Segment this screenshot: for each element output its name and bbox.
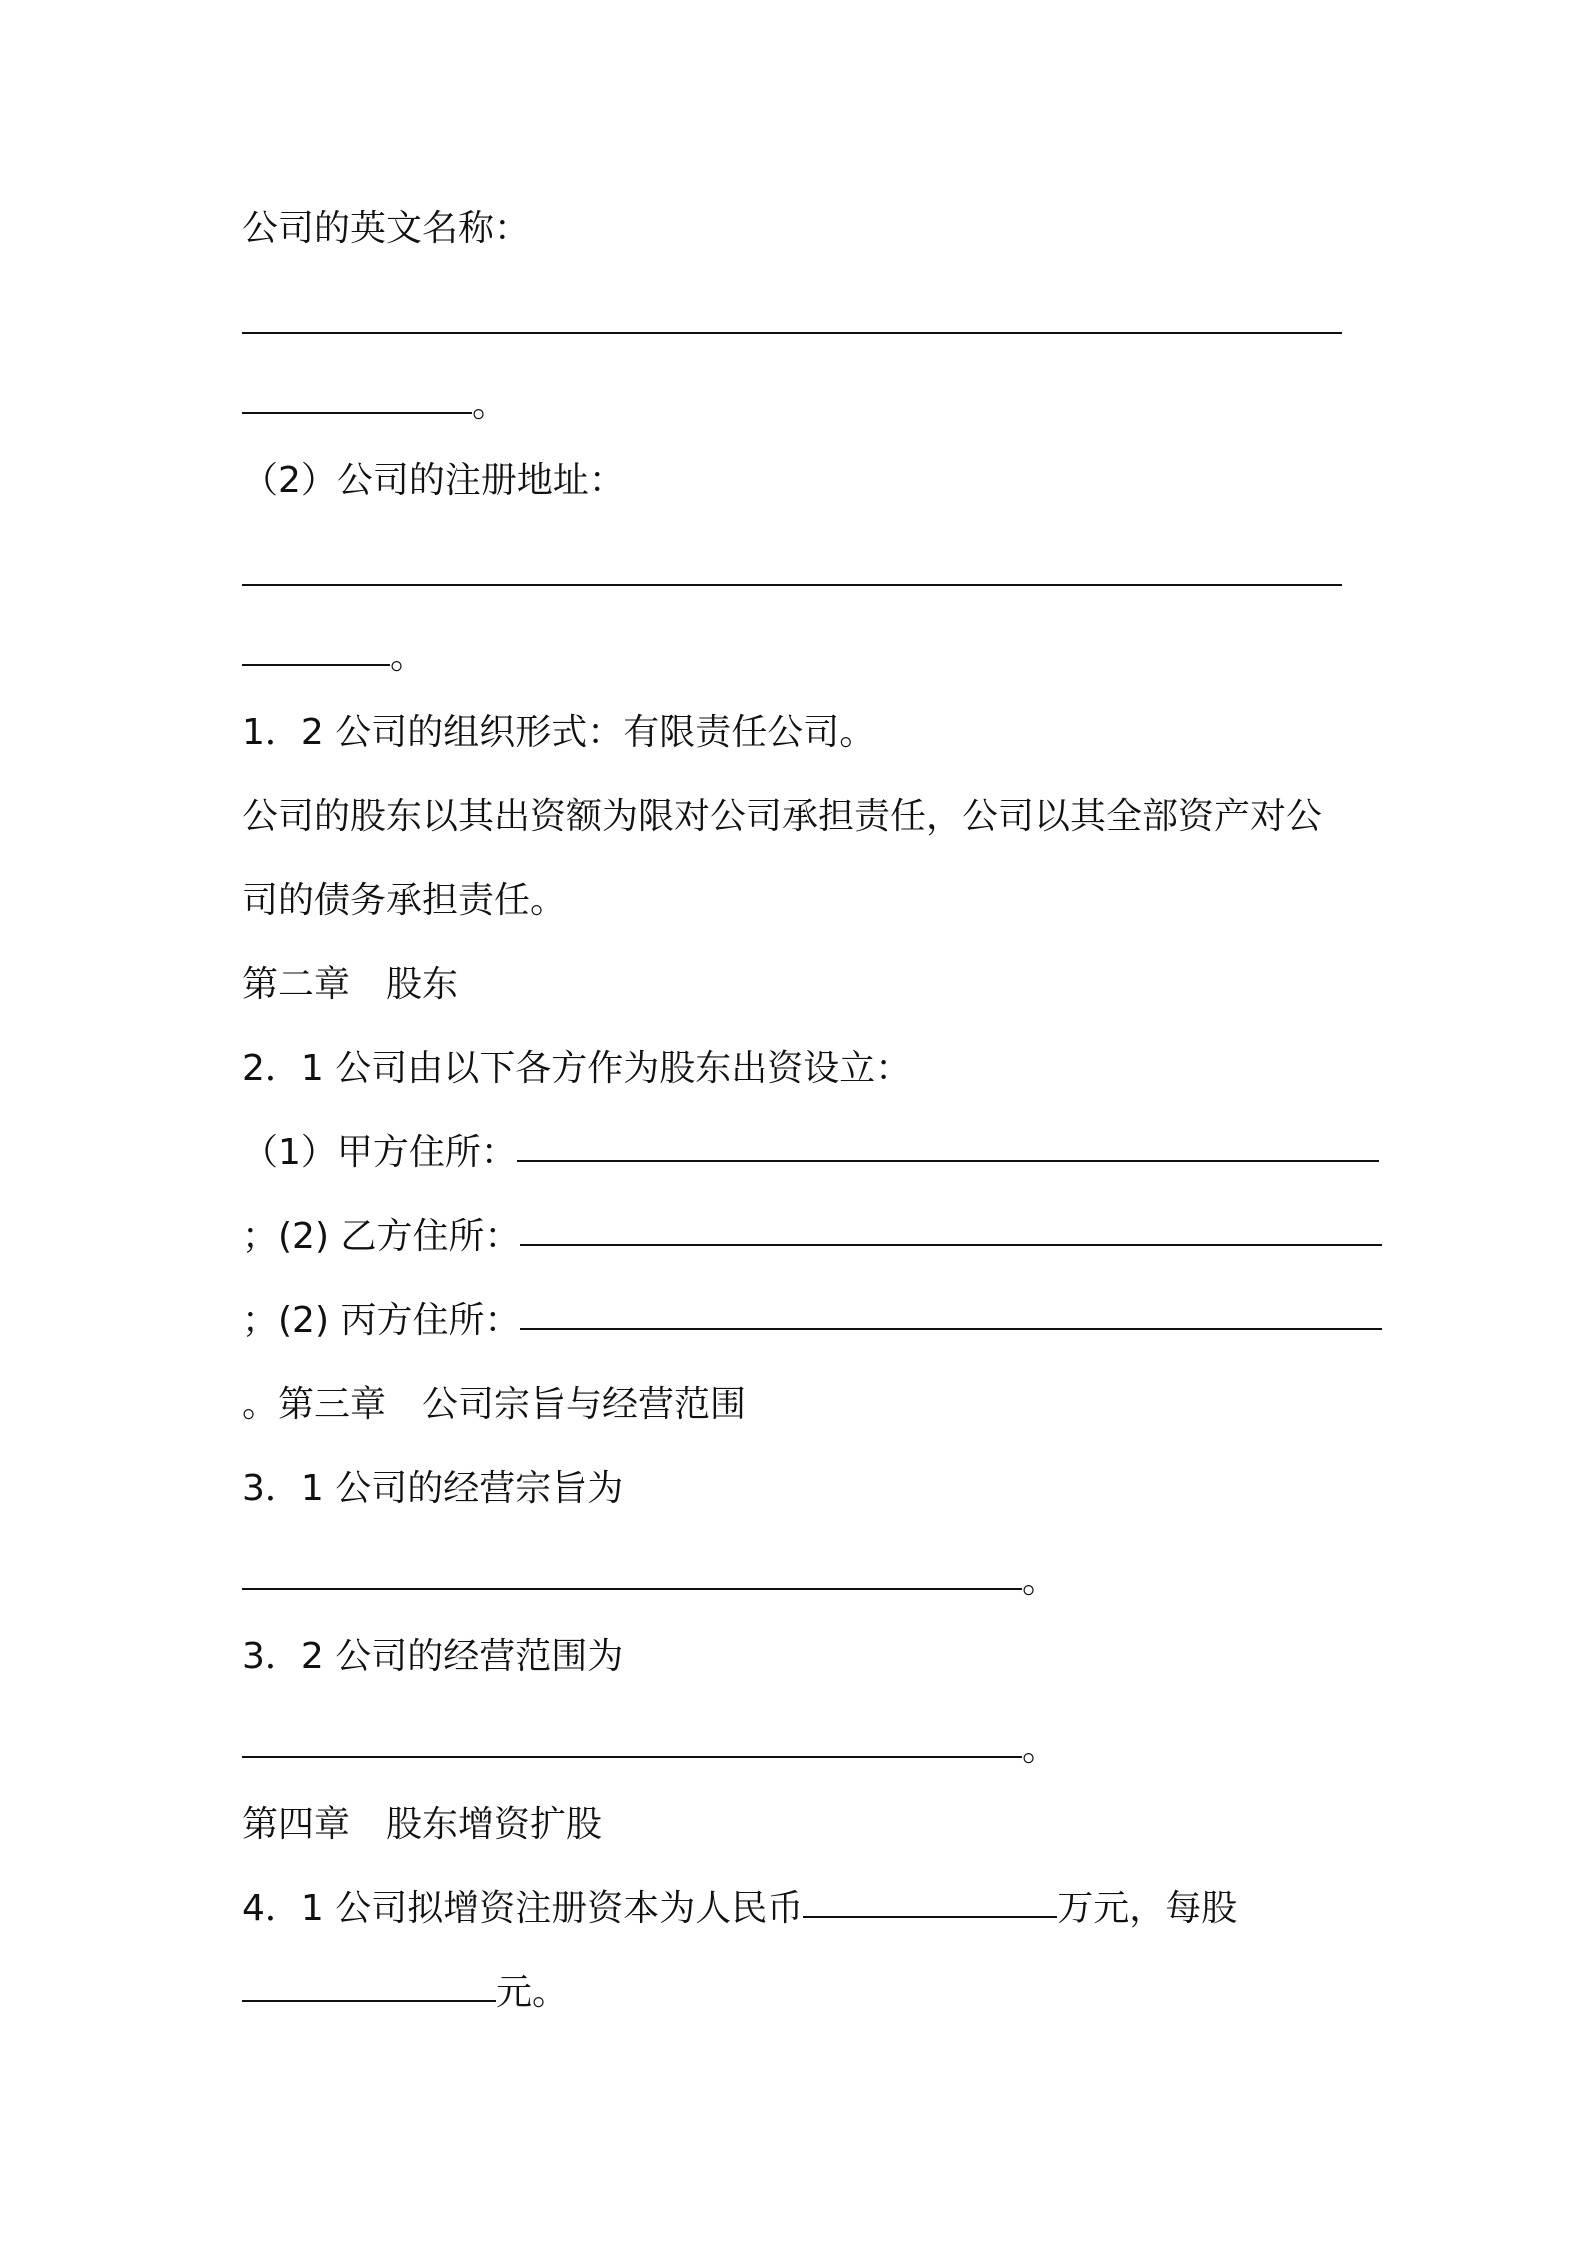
- address-blank-line-2[interactable]: [242, 660, 390, 666]
- per-share-price-blank[interactable]: [242, 1996, 496, 2002]
- chapter-three-heading: 。第三章 公司宗旨与经营范围: [242, 1384, 747, 1425]
- capital-amount-blank[interactable]: [803, 1912, 1057, 1918]
- address-line-2: [242, 632, 426, 682]
- per-share-price-line: [242, 1968, 568, 2018]
- capital-increase-label: 4．1 公司拟增资注册资本为人民币: [242, 1888, 804, 1929]
- party-c-address-blank[interactable]: [520, 1324, 1382, 1330]
- per-share-label: 万元，每股: [1057, 1888, 1238, 1929]
- party-a-address-blank[interactable]: [517, 1156, 1379, 1162]
- party-b-address-blank[interactable]: [520, 1240, 1382, 1246]
- liability-text-1: 公司的股东以其出资额为限对公司承担责任，公司以其全部资产对公: [242, 796, 1323, 837]
- chapter-four-heading: 第四章 股东增资扩股: [242, 1804, 603, 1845]
- organization-form: 1．2 公司的组织形式：有限责任公司。: [242, 712, 876, 753]
- business-scope-blank[interactable]: [242, 1752, 1022, 1758]
- registered-address-label: （2）公司的注册地址：: [242, 460, 625, 501]
- period: 。: [472, 384, 509, 425]
- period: 。: [1022, 1728, 1059, 1769]
- party-c-address: [242, 1296, 1382, 1346]
- business-scope-line: [242, 1724, 1058, 1774]
- address-blank-line-1[interactable]: [242, 584, 1342, 586]
- english-name-label: 公司的英文名称：: [242, 208, 531, 249]
- yuan-label: 元。: [496, 1972, 569, 2013]
- capital-increase: [242, 1884, 1237, 1934]
- business-purpose-blank[interactable]: [242, 1584, 1022, 1590]
- party-b-label: ；(2) 乙方住所：: [242, 1216, 521, 1257]
- shareholders-intro: 2．1 公司由以下各方作为股东出资设立：: [242, 1048, 912, 1089]
- party-c-label: ；(2) 丙方住所：: [242, 1300, 521, 1341]
- party-b-address: [242, 1212, 1382, 1262]
- party-a-address: [242, 1128, 1379, 1178]
- liability-text-2: 司的债务承担责任。: [242, 880, 567, 921]
- english-name-blank-line-1[interactable]: [242, 332, 1342, 334]
- english-name-blank-line-2[interactable]: [242, 408, 472, 414]
- period: 。: [390, 636, 427, 677]
- business-purpose-line: [242, 1556, 1058, 1606]
- period: 。: [1022, 1560, 1059, 1601]
- english-name-line-2: [242, 380, 508, 430]
- business-scope-label: 3．2 公司的经营范围为: [242, 1636, 624, 1677]
- party-a-label: （1）甲方住所：: [242, 1132, 517, 1173]
- business-purpose-label: 3．1 公司的经营宗旨为: [242, 1468, 624, 1509]
- chapter-two-heading: 第二章 股东: [242, 964, 459, 1005]
